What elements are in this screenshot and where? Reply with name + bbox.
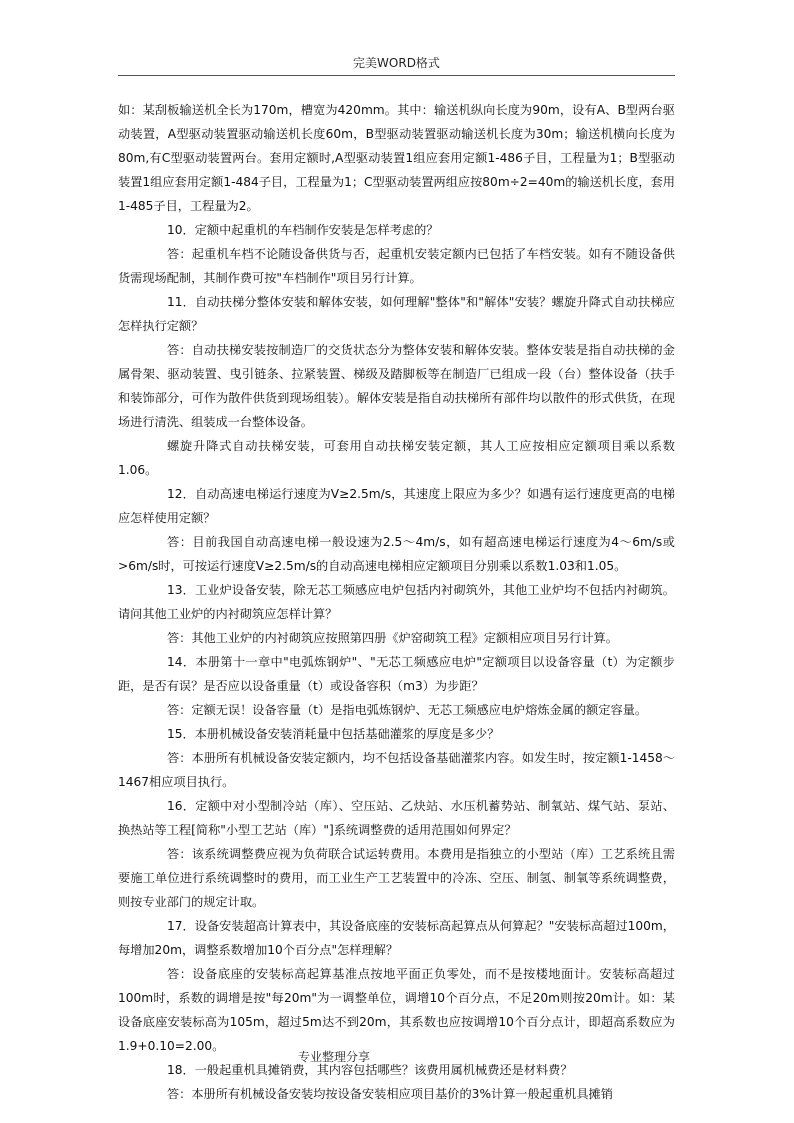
header-divider (118, 75, 675, 76)
answer-11-continued: 螺旋升降式自动扶梯安装，可套用自动扶梯安装定额，其人工应按相应定额项目乘以系数1.06。 (118, 439, 675, 477)
answer-18: 答：本册所有机械设备安装均按设备安装相应项目基价的3%计算一般起重机具摊销 (167, 1087, 613, 1101)
answer-17: 答：设备底座的安装标高起算基准点按地平面正负零处，而不是按楼地面计。安装标高超过100m时，系数的调增是按"每20m"为一调整单位，调增10个百分点，不足20m则按20m计。如：某设备底座安装标高为105m，超过5m达不到20m，其系数也应按调增10个百分点计，即超高系数应为1.9+0.10=2.00。 (118, 967, 675, 1053)
page-header: 完美WORD格式 (353, 56, 440, 70)
answer-12: 答：目前我国自动高速电梯一般设速为2.5～4m/s，如有超高速电梯运行速度为4～6m/s或>6m/s时，可按运行速度V≥2.5m/s的自动高速电梯相应定额项目分别乘以系数1.03和1.05。 (118, 535, 675, 573)
answer-11: 答：自动扶梯安装按制造厂的交货状态分为整体安装和解体安装。整体安装是指自动扶梯的金属骨架、驱动装置、曳引链条、拉紧装置、梯级及踏脚板等在制造厂已组成一段（台）整体设备（扶手和装饰部分，可作为散件供货到现场组装）。解体安装是指自动扶梯所有部件均以散件的形式供货，在现场进行清洗、组装成一台整体设备。 (118, 343, 675, 429)
page-footer: 专业整理分享 (298, 1050, 371, 1064)
question-11: 11．自动扶梯分整体安装和解体安装，如何理解"整体"和"解体"安装？螺旋升降式自动扶梯应怎样执行定额？ (118, 295, 675, 333)
document-body (118, 98, 675, 1106)
question-17: 17．设备安装超高计算表中，其设备底座的安装标高起算点从何算起？"安装标高超过100m，每增加20m，调整系数增加10个百分点"怎样理解？ (118, 919, 675, 957)
answer-15: 答：本册所有机械设备安装定额内，均不包括设备基础灌浆内容。如发生时，按定额1-1458～1467相应项目执行。 (118, 751, 675, 789)
question-18: 18．一般起重机具摊销费，其内容包括哪些？该费用属机械费还是材料费？ (167, 1063, 573, 1077)
question-14: 14．本册第十一章中"电弧炼钢炉"、"无芯工频感应电炉"定额项目以设备容量（t）为定额步距，是否有误？是否应以设备重量（t）或设备容积（m3）为步距？ (118, 655, 675, 693)
question-12: 12．自动高速电梯运行速度为V≥2.5m/s，其速度上限应为多少？如遇有运行速度更高的电梯应怎样使用定额？ (118, 487, 675, 525)
question-10: 10．定额中起重机的车档制作安装是怎样考虑的？ (167, 223, 439, 237)
answer-16: 答：该系统调整费应视为负荷联合试运转费用。本费用是指独立的小型站（库）工艺系统且需要施工单位进行系统调整时的费用，而工业生产工艺装置中的冷冻、空压、制氢、制氧等系统调整费，则按专业部门的规定计取。 (118, 847, 675, 909)
paragraph: 如：某刮板输送机全长为170m，槽宽为420mm。其中：输送机纵向长度为90m，设有A、B型两台驱动装置，A型驱动装置驱动输送机长度60m，B型驱动装置驱动输送机长度为30m；输送机横向长度为80m,有C型驱动装置两台。套用定额时,A型驱动装置1组应套用定额1-486子目，工程量为1；B型驱动装置1组应套用定额1-484子目，工程量为1；C型驱动装置两组应按80m÷2=40m的输送机长度，套用1-485子目，工程量为2。 (118, 103, 675, 213)
question-15: 15．本册机械设备安装消耗量中包括基础灌浆的厚度是多少？ (167, 727, 500, 741)
answer-14: 答：定额无误！设备容量（t）是指电弧炼钢炉、无芯工频感应电炉熔炼金属的额定容量。 (167, 703, 648, 717)
answer-13: 答：其他工业炉的内衬砌筑应按照第四册《炉窑砌筑工程》定额相应项目另行计算。 (167, 631, 618, 645)
question-13: 13．工业炉设备安装，除无芯工频感应电炉包括内衬砌筑外，其他工业炉均不包括内衬砌筑。请问其他工业炉的内衬砌筑应怎样计算？ (118, 583, 675, 621)
answer-10: 答：起重机车档不论随设备供货与否，起重机安装定额内已包括了车档安装。如有不随设备供货需现场配制，其制作费可按"车档制作"项目另行计算。 (118, 247, 675, 285)
question-16: 16．定额中对小型制冷站（库）、空压站、乙炔站、水压机蓄势站、制氧站、煤气站、泵站、换热站等工程[简称"小型工艺站（库）"]系统调整费的适用范围如何界定？ (118, 799, 675, 837)
